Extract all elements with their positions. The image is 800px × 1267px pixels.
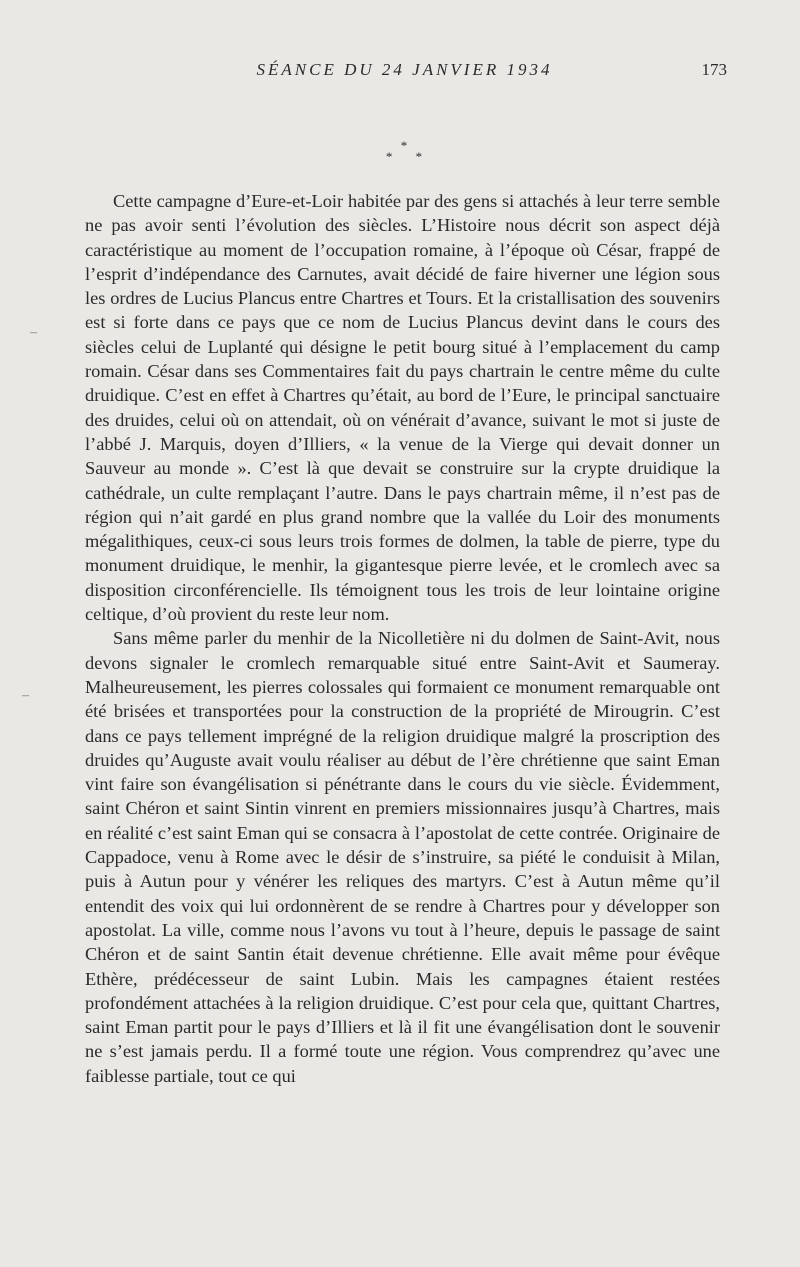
margin-mark: – [30,325,37,340]
margin-mark: – [22,688,29,703]
section-asterism [0,140,800,162]
paragraph-2: Sans même parler du menhir de la Nicolletière ni du dolmen de Saint-Avit, nous devons signaler le cromlech remarquable situé entre Saint-Avit et Saumeray. Malheureusement, les pierres colossales qui formaient ce monument remarquable ont été brisées et transportées pour la construction de la propriété de Mirougrin. C’est dans ce pays tellement imprégné de la religion druidique malgré la proscription des druides qu’Auguste avait voulu réaliser au début de l’ère chrétienne que saint Eman vint faire son évangélisation si pénétrante dans le cours du vie siècle. Évidemment, saint Chéron et saint Sintin vinrent en premiers missionnaires jusqu’à Chartres, mais en réalité c’est saint Eman qui se consacra à l’apostolat de cette contrée. Originaire de Cappadoce, venu à Rome avec le désir de s’instruire, sa piété le conduisit à Milan, puis à Autun pour y vénérer les reliques des martyrs. C’est à Autun même qu’il entendit des voix qui lui ordonnèrent de se rendre à Chartres pour y développer son apostolat. La ville, comme nous l’avons vu tout à l’heure, depuis le passage de saint Chéron et de saint Santin était devenue chrétienne. Elle avait même pour évêque Ethère, prédécesseur de saint Lubin. Mais les campagnes étaient restées profondément attachées à la religion druidique. C’est pour cela que, quittant Chartres, saint Eman partit pour le pays d’Illiers et là il fit une évangélisation dont le souvenir ne s’est jamais perdu. Il a formé toute une région. Vous comprendrez qu’avec une faiblesse partiale, tout ce qui [85,628,720,1086]
running-header [82,56,727,86]
body-text [85,189,720,1088]
page-number: 173 [701,60,727,79]
running-header-title: SÉANCE DU 24 JANVIER 1934 [256,60,553,79]
asterism-bottom: * * [385,149,433,164]
asterism-top: * [400,138,408,153]
paragraph-1: Cette campagne d’Eure-et-Loir habitée par des gens si attachés à leur terre semble ne pas avoir senti l’évolution des siècles. L’Histoire nous décrit son aspect déjà caractéristique au moment de l’occupation romaine, à l’époque où César, frappé de l’esprit d’indépendance des Carnutes, avait décidé de faire hiverner une légion sous les ordres de Lucius Plancus entre Chartres et Tours. Et la cristallisation des souvenirs est si forte dans ce pays que ce nom de Lucius Plancus devint dans le cours des siècles celui de Luplanté qui désigne le petit bourg situé à l’emplacement du camp romain. César dans ses Commentaires fait du pays chartrain le centre même du culte druidique. C’est en effet à Chartres qu’était, au bord de l’Eure, le principal sanctuaire des druides, celui où on attendait, où on vénérait d’avance, suivant le mot si juste de l’abbé J. Marquis, doyen d’Illiers, « la venue de la Vierge qui devait donner un Sauveur au monde ». C’est là que devait se construire sur la crypte druidique la cathédrale, un culte remplaçant l’autre. Dans le pays chartrain même, il n’est pas de région qui n’ait gardé en plus grand nombre que la vallée du Loir des monuments mégalithiques, ceux-ci sous leurs trois formes de dolmen, la table de pierre, type du monument druidique, le menhir, la gigantesque pierre levée, et le cromlech avec sa disposition circonférencielle. Ils témoignent tous les trois de leur lointaine origine celtique, d’où provient du reste leur nom. [85,191,720,625]
